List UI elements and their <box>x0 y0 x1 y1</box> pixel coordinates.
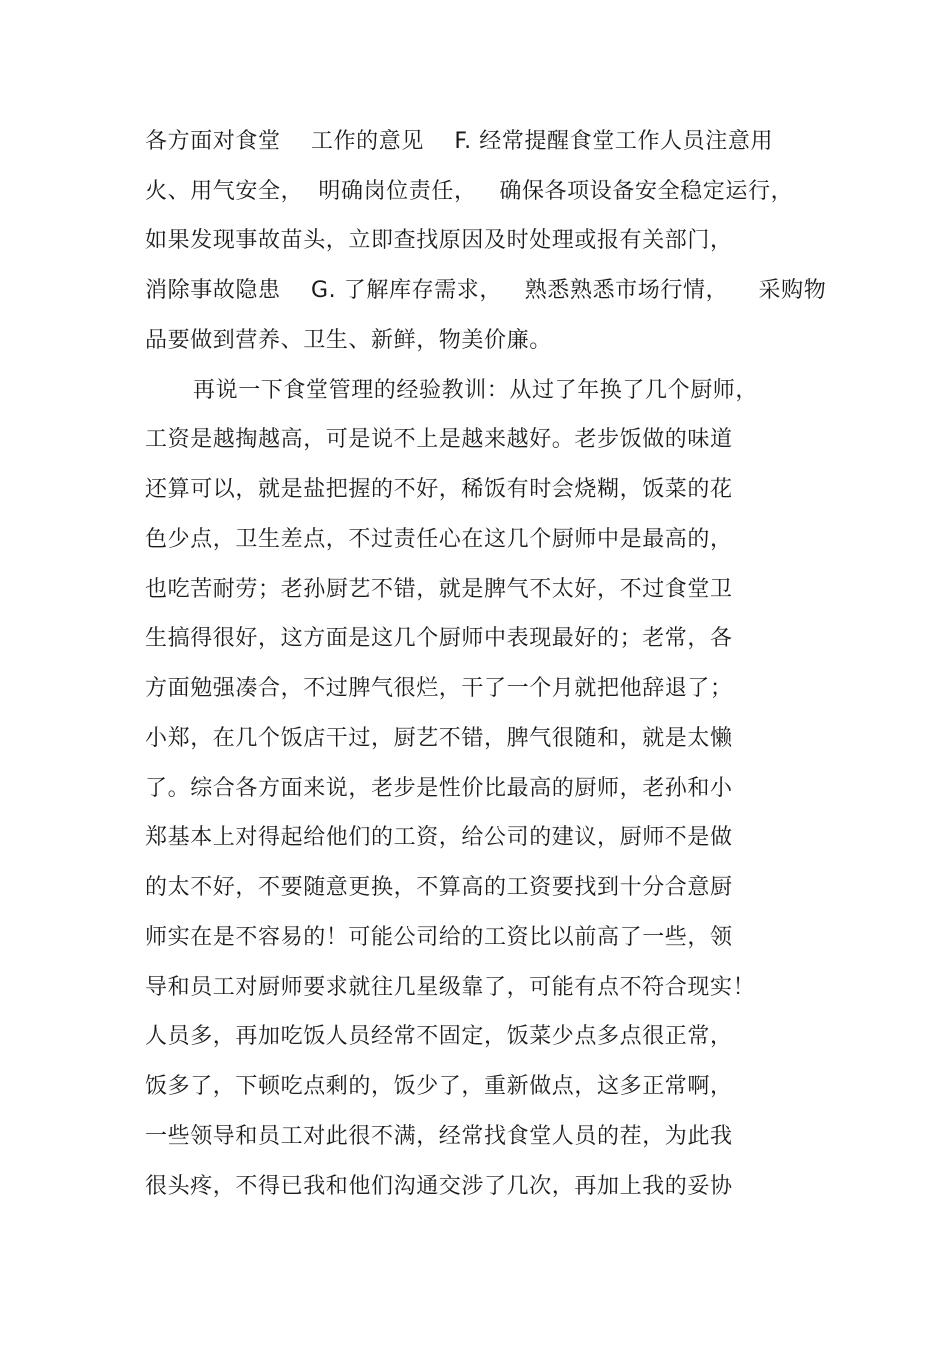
text-line: 人员多，再加吃饭人员经常不固定，饭菜少点多点很正常， <box>145 1024 733 1049</box>
text-line: 火、用气安全， 明确岗位责任， 确保各项设备安全稳定运行， <box>145 179 794 204</box>
text-line: 一些领导和员工对此很不满，经常找食堂人员的茬，为此我 <box>145 1124 733 1149</box>
text-line: 品要做到营养、卫生、新鲜，物美价廉。 <box>145 328 552 353</box>
text-line: 很头疼，不得已我和他们沟通交涉了几次，再加上我的妥协 <box>145 1174 733 1199</box>
text-line: 生搞得很好，这方面是这几个厨师中表现最好的；老常，各 <box>145 626 733 651</box>
text-line: 师实在是不容易的！可能公司给的工资比以前高了一些，领 <box>145 925 733 950</box>
text-line: 郑基本上对得起给他们的工资，给公司的建议，厨师不是做 <box>145 825 733 850</box>
text-line: 小郑，在几个饭店干过，厨艺不错，脾气很随和，就是太懒 <box>145 726 733 751</box>
text-line: 如果发现事故苗头，立即查找原因及时处理或报有关部门， <box>145 228 733 253</box>
text-line: 的太不好，不要随意更换，不算高的工资要找到十分合意厨 <box>145 875 733 900</box>
text-line: 也吃苦耐劳；老孙厨艺不错，就是脾气不太好，不过食堂卫 <box>145 577 733 602</box>
text-line: 饭多了，下顿吃点剩的，饭少了，重新做点，这多正常啊， <box>145 1074 733 1099</box>
text-line: 方面勉强凑合，不过脾气很烂，干了一个月就把他辞退了； <box>145 676 733 701</box>
text-line: 工资是越掏越高，可是说不上是越来越好。老步饭做的味道 <box>145 427 733 452</box>
text-line: 导和员工对厨师要求就往几星级靠了，可能有点不符合现实！ <box>145 975 756 1000</box>
text-line: 了。综合各方面来说，老步是性价比最高的厨师，老孙和小 <box>145 776 733 801</box>
text-line: 消除事故隐患 G. 了解库存需求， 熟悉熟悉市场行情， 采购物 <box>145 278 827 303</box>
paragraph-first-line: 再说一下食堂管理的经验教训：从过了年换了几个厨师， <box>193 378 759 403</box>
text-line: 色少点，卫生差点，不过责任心在这几个厨师中是最高的， <box>145 527 733 552</box>
text-line: 还算可以，就是盐把握的不好，稀饭有时会烧糊，饭菜的花 <box>145 477 733 502</box>
text-line: 各方面对食堂 工作的意见 F. 经常提醒食堂工作人员注意用 <box>145 129 774 154</box>
